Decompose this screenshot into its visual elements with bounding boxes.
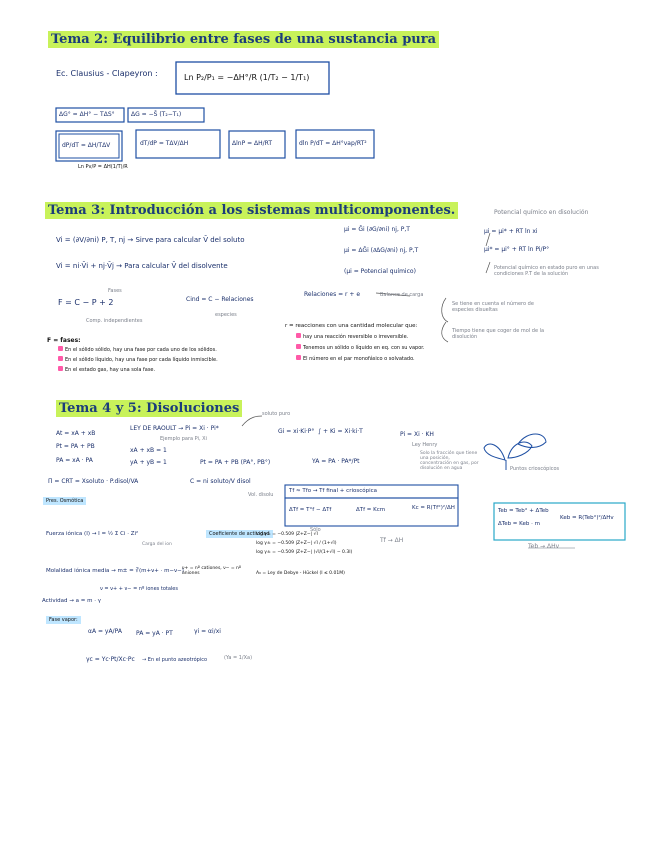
log-list xyxy=(256,532,352,555)
row-c: PA = xA · PA xyxy=(56,457,93,464)
cind-sub: especies xyxy=(215,312,237,318)
f-item: En el estado gas, hay una sola fase. xyxy=(58,366,218,373)
soluto-note: soluto puro xyxy=(262,411,291,417)
row-x2: yA + yB = 1 xyxy=(130,459,167,466)
dpdt-box: dP/dT = ΔH/TΔV xyxy=(62,142,111,149)
fv-4-side: (Ya = 1/Xa) xyxy=(224,655,253,661)
teb-box-2: ΔTeb = Keb · m xyxy=(498,521,540,527)
phase-rule-top: Fases xyxy=(108,288,122,294)
relations-note: Balance de carga xyxy=(380,292,424,298)
log-item: log γ± = −0.509 |Z+Z−| √I / (1+√I) xyxy=(256,541,337,546)
henry-note: Solo la fracción que tiene una posición, concentración en gas, por disolución en agua xyxy=(420,451,479,471)
row-pt: Pt = PA + PB (PA°, PB°) xyxy=(200,459,271,466)
tf-box-1: Tf ≈ Tfo → Tf final + crioscópica xyxy=(289,488,378,494)
henry-law: Pi = Xi · KH xyxy=(400,431,434,438)
molalidad: Molalidad iónica media → m± = ∛(m+ν+ · m−ν−) xyxy=(46,568,184,574)
ley-raoult: LEY DE RAOULT → Pi = Xi · Pi* xyxy=(130,425,219,432)
relations: Relaciones = r + e xyxy=(304,291,361,298)
fuerza-sub: Carga del ion xyxy=(142,542,172,547)
clausius-label: Ec. Clausius - Clapeyron : xyxy=(56,69,158,78)
fv-4-note: → En el punto azeotrópico xyxy=(142,657,208,663)
henry-sub: Ley Henry xyxy=(412,442,438,448)
dlnp-vap-box: dln P/dT = ΔH°vap/RT² xyxy=(299,140,367,147)
f-item: En el sólido líquido, hay una fase por cada líquido inmiscible. xyxy=(58,356,218,363)
mu-equation: μi = Ḡi (∂G/∂ni) nj, P,T xyxy=(344,226,410,233)
tema45-title: Tema 4 y 5: Disoluciones xyxy=(56,400,242,417)
ya-equation: YA = PA · PA*/Pt xyxy=(312,458,360,465)
gibbs-box-2: ΔG = −S̄ (T₂−T₁) xyxy=(131,111,182,118)
dtf-equation: ΔTf = T°f − ΔTf xyxy=(289,507,332,513)
c-definition: C = ni soluto/V disol xyxy=(190,478,251,485)
under-note: Ln Pv/P = ΔH(1/T)/R xyxy=(78,164,128,170)
plant-note: Puntos crioscópicos xyxy=(510,466,560,472)
fv-3: γi = αi/xi xyxy=(194,628,221,635)
phase-rule: F = C − P + 2 xyxy=(58,298,114,307)
fv-2: PA = yA · PT xyxy=(136,630,173,637)
mu-equation-2: μi = ΔḠi (∂ΔG/∂ni) nj, P,T xyxy=(344,247,419,254)
f-items-list xyxy=(58,346,218,373)
vi-equation: Vi = (∂V/∂ni) P, T, nj → Sirve para calcular V̄ del soluto xyxy=(56,236,245,244)
right-note-top: Potencial químico en disolución xyxy=(494,209,589,216)
teb-box-3: Keb = R(Teb°)²/ΔHv xyxy=(560,515,614,521)
right-note-bottom: Potencial químico en estado puro en unas condiciones P.T de la solución xyxy=(494,265,599,277)
r-item: El número en el par monofásico o solvatado. xyxy=(296,355,424,362)
pi-equation: Π = CRT = Xsoluto · P.disol/VA xyxy=(48,478,139,485)
gi-equation-2: ∫ + Ki = Xi·ki·T xyxy=(318,428,363,435)
mu-note: (μi = Potencial químico) xyxy=(344,268,416,275)
right-mu-2: μi* = μi° + RT ln Pi/P° xyxy=(484,246,550,253)
fase-vapor: Fase vapor: xyxy=(46,616,81,624)
f-label: F = fases: xyxy=(47,337,81,344)
debye-huckel: A₀ = Ley de Debye - Hückel (I ≤ 0.01M) xyxy=(256,571,345,576)
row-b: Pt = PA + PB xyxy=(56,443,95,450)
vi-equation-2: Vi = ni·V̄i + nj·V̄j → Para calcular V̄ del disolvente xyxy=(56,262,228,270)
phase-rule-sub: Comp. independientes xyxy=(86,318,143,324)
coef-actividad: Coeficiente de actividad xyxy=(206,530,273,538)
tema2-title: Tema 2: Equilibrio entre fases de una sustancia pura xyxy=(48,31,439,48)
relations-side-1: Se tiene en cuenta el número de especies disueltas xyxy=(452,301,534,313)
actividad: Actividad → a = m · γ xyxy=(42,598,101,604)
molalidad-sub: ν+ = nº cationes, ν− = nº aniones xyxy=(182,566,242,576)
nu-sum: ν = ν+ + ν− = nº iones totales xyxy=(100,586,178,592)
ley-raoult-note: Ejemplo para Pi, Xi xyxy=(160,436,207,442)
gi-equation: Gi = xi·Ki·P° xyxy=(278,428,315,435)
relations-side-2: Tiempo tiene que coger de mol de la disolución xyxy=(452,328,545,340)
tf-box-2: ΔTf = Kcm xyxy=(356,507,386,513)
f-item: En el sólido sólido, hay una fase por cada uno de los sólidos. xyxy=(58,346,218,353)
right-mu-1: μi = μi* + RT ln xi xyxy=(484,228,538,235)
tf-dh: Tf → ΔH xyxy=(380,537,404,544)
dtf-sub: Sólo xyxy=(310,527,321,533)
gibbs-box-1: ΔG° = ΔH° − TΔS° xyxy=(59,111,115,118)
row-x1: xA + xB = 1 xyxy=(130,447,167,454)
row-a: At = xA + xB xyxy=(56,430,96,437)
tema3-title: Tema 3: Introducción a los sistemas multicomponentes. xyxy=(45,202,458,219)
dtdp-box: dT/dP = TΔV/ΔH xyxy=(140,140,189,147)
teb-dhv: Teb → ΔHv xyxy=(528,543,560,550)
log-item: log γ± = −0.509 |Z+Z−| √I xyxy=(256,532,318,537)
fuerza-ionica: Fuerza iónica (I) → I = ½ Σ Ci · Zi² xyxy=(46,531,139,537)
pi-sub: Pres. Osmótica xyxy=(43,497,86,505)
fv-1: αA = yA/PA xyxy=(88,628,122,635)
r-label: r = reacciones con una cantidad molecular que: xyxy=(285,323,418,329)
dlnp-box: ΔlnP = ΔH/RT xyxy=(232,140,273,147)
r-item: hay una reacción reversible o irreversible. xyxy=(296,333,424,340)
teb-box-1: Teb = Teb° + ΔTeb xyxy=(498,508,549,514)
clausius-equation: Ln P₂/P₁ = −ΔH°/R (1/T₂ − 1/T₁) xyxy=(184,73,310,82)
log-item: log γ± = −0.509 |Z+Z−| (√I/(1+√I) − 0.3I) xyxy=(256,550,353,555)
fv-4: γc = Yc·Pt/Xc·Pc xyxy=(86,656,135,663)
r-items-list xyxy=(296,333,424,362)
c-definition-sub: Vol. disolu xyxy=(248,492,274,498)
cind-equation: Cind = C − Relaciones xyxy=(186,296,254,303)
r-item: Tenemos un sólido o líquido en eq. con su vapor. xyxy=(296,344,424,351)
tf-box-3: Kc = R(Tf°)²/ΔH xyxy=(412,505,455,511)
